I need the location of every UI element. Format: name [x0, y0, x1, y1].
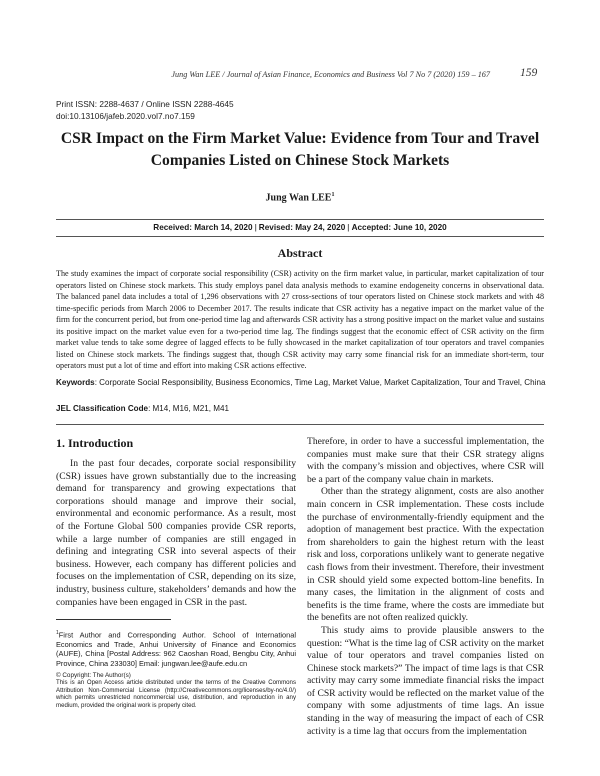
article-title	[40, 128, 560, 172]
jel-codes: : M14, M16, M21, M41	[148, 404, 230, 413]
abstract-heading: Abstract	[277, 246, 323, 260]
date-separator: |	[254, 223, 257, 232]
copyright-notice	[56, 672, 296, 709]
divider-body	[56, 424, 544, 425]
accepted-date: Accepted: June 10, 2020	[351, 223, 447, 232]
section-heading-introduction: 1. Introduction	[56, 436, 134, 450]
footnote-mark: 1	[56, 630, 59, 636]
paragraph: Other than the strategy alignment, costs are also another main concern in CSR implementation. These costs include the purchase of environmentally-friendly equipment and the adoption of management best practice. With the expectation from shareholders to gain the highest return with the least risk and loss, corporations unlikely want to generate negative cash flows from their investment. Therefore, their investment in CSR should yield some expected bottom-line benefits. In many cases, the limitation in the alignment of costs and benefits is the time frame, where the costs are immediate but the benefits are not often realized quickly.	[307, 486, 544, 624]
page-number: 159	[520, 67, 538, 79]
author-footnote-mark: 1	[331, 192, 335, 198]
title-line-2: Companies Listed on Chinese Stock Markets	[150, 152, 450, 169]
received-date: Received: March 14, 2020	[153, 223, 253, 232]
left-column	[56, 458, 296, 609]
identifiers-block	[56, 98, 234, 122]
author-footnote	[56, 629, 296, 668]
title-line-1: CSR Impact on the Firm Market Value: Evidence from Tour and Travel	[60, 130, 540, 147]
keywords-label: Keywords	[56, 378, 95, 387]
author-line	[0, 192, 600, 203]
date-separator: |	[347, 223, 350, 232]
history-dates	[0, 223, 600, 232]
paragraph: This study aims to provide plausible answers to the question: “What is the time lag of CSR activity on the market value of tour operators and travel companies listed on Chinese stock markets?” The impact of time lags is that CSR activity may carry some immediate financial risks the impact of CSR activity would be reflected on the market value of the company with some adjustments of time lags. An issue standing in the way of measuring the impact of each of CSR activity is a time lag that occurs from the implementation	[307, 624, 544, 737]
license-text: This is an Open Access article distributed under the terms of the Creative Commons Attribution Non-Commercial License (http://Creativecommons.org/licenses/by-nc/4.0/) which permits unrestricted noncommercial use, distribution, and reproduction in any medium, provided the original work is properly cited.	[56, 679, 296, 709]
doi-line[interactable]: doi:10.13106/jafeb.2020.vol7.no7.159	[56, 111, 195, 121]
right-column	[307, 436, 544, 738]
jel-line	[56, 404, 229, 413]
keywords-list: : Corporate Social Responsibility, Business Economics, Time Lag, Market Value, Market Capitalization, Tour and Travel, China	[94, 378, 546, 387]
revised-date: Revised: May 24, 2020	[258, 223, 346, 232]
paragraph: Therefore, in order to have a successful implementation, the companies must make sure that their CSR strategy aligns with the company’s mission and objectives, where CSR will be a part of the company value chain in markets.	[307, 436, 544, 485]
author-name: Jung Wan LEE	[265, 192, 332, 204]
keywords-line	[56, 378, 546, 387]
divider-dates	[56, 236, 544, 237]
footnote-text: First Author and Corresponding Author. School of International Economics and Trade, Anhui University of Finance and Economics (AUFE), China [Postal Address: 962 Caoshan Road, Bengbu City, Anhui Province, China 233030] Email: jungwan.lee@aufe.edu.cn	[56, 630, 296, 668]
copyright-owner: © Copyright: The Author(s)	[56, 672, 131, 679]
paragraph: In the past four decades, corporate social responsibility (CSR) issues have grown substantially due to the increasing demand for transparency and growing expectations that corporations should manage and improve their social, environmental and economic performance. As a result, most of the Fortune Global 500 companies provide CSR reports, while a large number of companies are still engaged in defining and integrating CSR into several aspects of their business. However, each company has different policies and focuses on the implementation of CSR, depending on its size, industry, business culture, stakeholders’ demands and how the companies have been engaged in CSR in the past.	[56, 458, 296, 608]
divider-top	[56, 219, 544, 220]
abstract-text: The study examines the impact of corporate social responsibility (CSR) activity on the firm market value, in particular, market capitalization of tour operators listed on Chinese stock markets. This study employs panel data analysis methods to examine endogeneity concerns in observational data. The balanced panel data includes a total of 1,296 observations with 27 cross-sections of tour operators listed on Chinese stock markets and with 48 time-specific periods from March 2006 to December 2017. The results indicate that CSR activity has a negative impact on the market value of the firm for the concurrent period, but from one-period time lag and afterwards CSR activity has a strong positive impact on the market value and sustains its positive impact on the market value even for a two-period time lag. The findings suggest that the economic effect of CSR activity on the firm market value tends to take some degree of lagged effects to be fully showcased in the market capitalization of tour operators and travel companies listed on Chinese stock markets. The findings suggest that, though CSR activity may carry some financial risk for an immediate short-term, tour operators must put a lot of time and effort into making CSR actions effective.	[56, 269, 544, 370]
running-head: Jung Wan LEE / Journal of Asian Finance, Economics and Business Vol 7 No 7 (2020) 159 – 167	[171, 70, 490, 79]
footnote-divider	[56, 619, 171, 620]
issn-line: Print ISSN: 2288-4637 / Online ISSN 2288-4645	[56, 99, 234, 109]
jel-label: JEL Classification Code	[56, 404, 149, 413]
